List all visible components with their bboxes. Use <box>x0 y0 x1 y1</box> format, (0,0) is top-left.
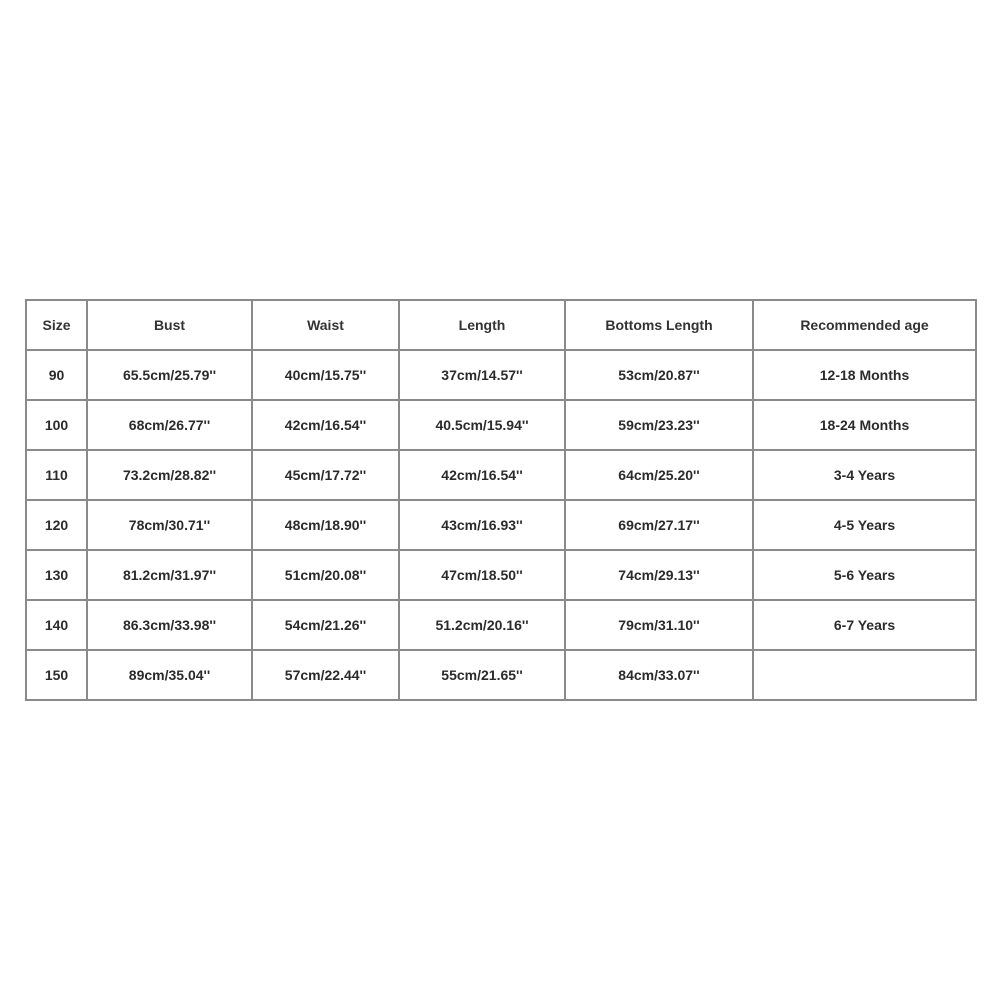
cell-length: 37cm/14.57'' <box>399 350 565 400</box>
table-row <box>26 550 976 600</box>
cell-size: 110 <box>26 450 87 500</box>
header-recommended-age: Recommended age <box>753 300 976 350</box>
cell-length: 43cm/16.93'' <box>399 500 565 550</box>
cell-recommended-age: 6-7 Years <box>753 600 976 650</box>
cell-bottoms-length: 64cm/25.20'' <box>565 450 753 500</box>
cell-bust: 65.5cm/25.79'' <box>87 350 252 400</box>
cell-bottoms-length: 69cm/27.17'' <box>565 500 753 550</box>
cell-waist: 51cm/20.08'' <box>252 550 399 600</box>
cell-bottoms-length: 79cm/31.10'' <box>565 600 753 650</box>
table-header-row <box>26 300 976 350</box>
table-row <box>26 350 976 400</box>
header-size: Size <box>26 300 87 350</box>
cell-size: 120 <box>26 500 87 550</box>
cell-size: 90 <box>26 350 87 400</box>
cell-recommended-age: 5-6 Years <box>753 550 976 600</box>
cell-length: 51.2cm/20.16'' <box>399 600 565 650</box>
cell-bust: 73.2cm/28.82'' <box>87 450 252 500</box>
cell-length: 55cm/21.65'' <box>399 650 565 700</box>
cell-size: 130 <box>26 550 87 600</box>
table-row <box>26 400 976 450</box>
cell-bottoms-length: 53cm/20.87'' <box>565 350 753 400</box>
table-row <box>26 450 976 500</box>
cell-waist: 57cm/22.44'' <box>252 650 399 700</box>
cell-bottoms-length: 74cm/29.13'' <box>565 550 753 600</box>
cell-length: 47cm/18.50'' <box>399 550 565 600</box>
cell-waist: 42cm/16.54'' <box>252 400 399 450</box>
cell-bust: 89cm/35.04'' <box>87 650 252 700</box>
cell-recommended-age: 3-4 Years <box>753 450 976 500</box>
cell-bust: 86.3cm/33.98'' <box>87 600 252 650</box>
cell-recommended-age <box>753 650 976 700</box>
cell-bust: 81.2cm/31.97'' <box>87 550 252 600</box>
header-bust: Bust <box>87 300 252 350</box>
cell-bust: 68cm/26.77'' <box>87 400 252 450</box>
cell-bottoms-length: 84cm/33.07'' <box>565 650 753 700</box>
cell-length: 40.5cm/15.94'' <box>399 400 565 450</box>
cell-waist: 45cm/17.72'' <box>252 450 399 500</box>
cell-waist: 54cm/21.26'' <box>252 600 399 650</box>
cell-length: 42cm/16.54'' <box>399 450 565 500</box>
cell-bottoms-length: 59cm/23.23'' <box>565 400 753 450</box>
header-length: Length <box>399 300 565 350</box>
table-row <box>26 500 976 550</box>
table-row <box>26 650 976 700</box>
cell-size: 100 <box>26 400 87 450</box>
cell-recommended-age: 12-18 Months <box>753 350 976 400</box>
header-waist: Waist <box>252 300 399 350</box>
header-bottoms-length: Bottoms Length <box>565 300 753 350</box>
size-chart-table <box>25 299 977 701</box>
table-row <box>26 600 976 650</box>
cell-recommended-age: 4-5 Years <box>753 500 976 550</box>
cell-size: 150 <box>26 650 87 700</box>
cell-waist: 40cm/15.75'' <box>252 350 399 400</box>
cell-waist: 48cm/18.90'' <box>252 500 399 550</box>
cell-size: 140 <box>26 600 87 650</box>
cell-recommended-age: 18-24 Months <box>753 400 976 450</box>
cell-bust: 78cm/30.71'' <box>87 500 252 550</box>
